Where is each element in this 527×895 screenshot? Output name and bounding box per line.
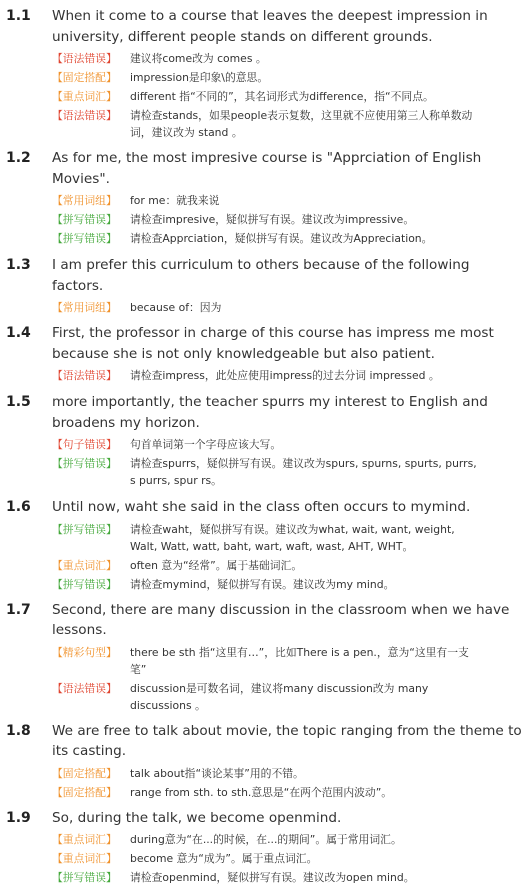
feedback-tag: 【精彩句型】: [52, 645, 117, 659]
feedback-notes: [52, 521, 523, 593]
sentence-text: I am prefer this curriculum to others because of the following factors.: [52, 257, 470, 294]
feedback-text: discussion是可数名词，建议将many discussion改为 many discussions 。: [130, 681, 429, 712]
feedback-notes: [52, 436, 523, 489]
sentence-item: [0, 808, 527, 889]
feedback-text: 请检查openmind，疑似拼写有误。建议改为open mind。: [130, 871, 415, 884]
sentence-body: [52, 808, 527, 889]
feedback-tag: 【拼写错误】: [52, 522, 117, 536]
feedback-text: 请检查spurrs，疑似拼写有误。建议改为spurs, spurns, spurts, purrs, s purrs, spur rs。: [130, 457, 477, 487]
feedback-text: 请检查mymind，疑似拼写有误。建议改为my mind。: [130, 577, 395, 591]
feedback-note: [52, 784, 523, 801]
feedback-text: often 意为“经常”。属于基础词汇。: [130, 558, 303, 572]
feedback-note: [52, 557, 523, 574]
feedback-text: because of：因为: [130, 301, 222, 314]
sentence-text: So, during the talk, we become openmind.: [52, 809, 342, 826]
feedback-note: [52, 50, 523, 67]
feedback-tag: 【重点词汇】: [52, 90, 117, 103]
feedback-text: range from sth. to sth.意思是“在两个范围内波动”。: [130, 785, 393, 799]
sentence-item: [0, 6, 527, 143]
sentence-text: As for me, the most impresive course is "Apprciation of English Movies".: [52, 150, 482, 187]
feedback-text: 请检查Apprciation，疑似拼写有误。建议改为Appreciation。: [130, 232, 433, 245]
feedback-tag: 【语法错误】: [52, 52, 117, 65]
feedback-text: become 意为“成为”。属于重点词汇。: [130, 852, 318, 865]
feedback-tag: 【重点词汇】: [52, 833, 117, 846]
feedback-note: [52, 831, 523, 848]
feedback-note: [52, 88, 523, 105]
sentence-text: Until now, waht she said in the class often occurs to mymind.: [52, 499, 471, 515]
feedback-tag: 【固定搭配】: [52, 766, 117, 780]
feedback-tag: 【语法错误】: [52, 369, 117, 382]
sentence-text: more importantly, the teacher spurrs my interest to English and broadens my horizon.: [52, 394, 488, 431]
feedback-text: there be sth 指“这里有…”，比如There is a pen.，意为“这里有一支笔”: [130, 645, 469, 676]
feedback-note: [52, 69, 523, 86]
sentence-item: [0, 600, 527, 716]
feedback-note: [52, 299, 523, 316]
feedback-text: 请检查waht，疑似拼写有误。建议改为what, wait, want, weight, Walt, Watt, watt, baht, wart, waft, wast, AHT, WHT。: [130, 522, 455, 553]
feedback-text: for me：就我来说: [130, 194, 220, 207]
sentence-body: [52, 6, 527, 143]
feedback-tag: 【句子错误】: [52, 438, 117, 451]
sentence-body: [52, 323, 527, 386]
sentence-number: 1.8: [6, 722, 31, 739]
feedback-tag: 【拼写错误】: [52, 457, 117, 470]
feedback-note: [52, 850, 523, 867]
feedback-text: talk about指“谈论某事”用的不错。: [130, 766, 304, 780]
feedback-tag: 【固定搭配】: [52, 785, 117, 799]
sentence-item: [0, 392, 527, 491]
sentence-number: 1.1: [6, 8, 31, 24]
sentence-body: [52, 392, 527, 491]
feedback-text: 句首单词第一个字母应该大写。: [130, 438, 282, 451]
sentence-body: [52, 600, 527, 716]
feedback-note: [52, 230, 523, 247]
sentence-text: Second, there are many discussion in the classroom when we have lessons.: [52, 601, 510, 638]
sentence-number: 1.7: [6, 601, 31, 618]
feedback-notes: [52, 765, 523, 801]
feedback-note: [52, 869, 523, 886]
feedback-tag: 【常用词组】: [52, 194, 117, 207]
feedback-text: 请检查stands，如果people表示复数，这里就不应使用第三人称单数动词，建议改为 stand 。: [130, 109, 473, 139]
feedback-notes: [52, 50, 523, 141]
sentence-number: 1.6: [6, 499, 31, 515]
feedback-note: [52, 644, 523, 678]
feedback-tag: 【语法错误】: [52, 681, 117, 695]
feedback-text: 请检查impresive，疑似拼写有误。建议改为impressive。: [130, 213, 415, 226]
sentence-text: When it come to a course that leaves the deepest impression in university, different people stands on different grounds.: [52, 8, 488, 45]
feedback-tag: 【拼写错误】: [52, 871, 117, 884]
sentence-text: We are free to talk about movie, the topic ranging from the theme to its casting.: [52, 722, 522, 759]
sentence-body: [52, 148, 527, 249]
sentence-item: [0, 497, 527, 595]
feedback-text: impression是印象\的意思。: [130, 71, 269, 84]
feedback-tag: 【固定搭配】: [52, 71, 117, 84]
feedback-tag: 【重点词汇】: [52, 558, 117, 572]
sentence-item: [0, 148, 527, 249]
sentence-number: 1.5: [6, 394, 31, 410]
sentence-text: First, the professor in charge of this course has impress me most because she is not only knowledgeable but also patient.: [52, 325, 494, 362]
sentence-number: 1.9: [6, 809, 31, 826]
sentence-body: [52, 497, 527, 595]
feedback-notes: [52, 299, 523, 316]
feedback-note: [52, 436, 523, 453]
feedback-notes: [52, 192, 523, 247]
feedback-notes: [52, 644, 523, 714]
feedback-tag: 【重点词汇】: [52, 852, 117, 865]
feedback-tag: 【拼写错误】: [52, 577, 117, 591]
feedback-note: [52, 521, 523, 555]
feedback-note: [52, 765, 523, 782]
feedback-notes: [52, 831, 523, 886]
sentence-item: [0, 255, 527, 318]
feedback-tag: 【拼写错误】: [52, 232, 117, 245]
feedback-note: [52, 367, 523, 384]
sentence-item: [0, 323, 527, 386]
feedback-note: [52, 680, 523, 714]
sentence-number: 1.3: [6, 257, 31, 273]
sentence-body: [52, 255, 527, 318]
feedback-notes: [52, 367, 523, 384]
feedback-note: [52, 455, 523, 489]
feedback-text: different 指“不同的”，其名词形式为difference，指“不同点。: [130, 90, 434, 103]
feedback-tag: 【常用词组】: [52, 301, 117, 314]
feedback-note: [52, 211, 523, 228]
feedback-text: 请检查impress，此处应使用impress的过去分词 impressed 。: [130, 369, 440, 382]
feedback-note: [52, 107, 523, 141]
sentence-number: 1.2: [6, 150, 31, 166]
feedback-tag: 【拼写错误】: [52, 213, 117, 226]
feedback-note: [52, 192, 523, 209]
sentence-body: [52, 721, 527, 803]
feedback-tag: 【语法错误】: [52, 109, 117, 122]
feedback-text: during意为“在...的时候，在...的期间”。属于常用词汇。: [130, 833, 402, 846]
sentence-number: 1.4: [6, 325, 31, 341]
sentence-item: [0, 721, 527, 803]
feedback-text: 建议将come改为 comes 。: [130, 52, 267, 65]
feedback-note: [52, 576, 523, 593]
